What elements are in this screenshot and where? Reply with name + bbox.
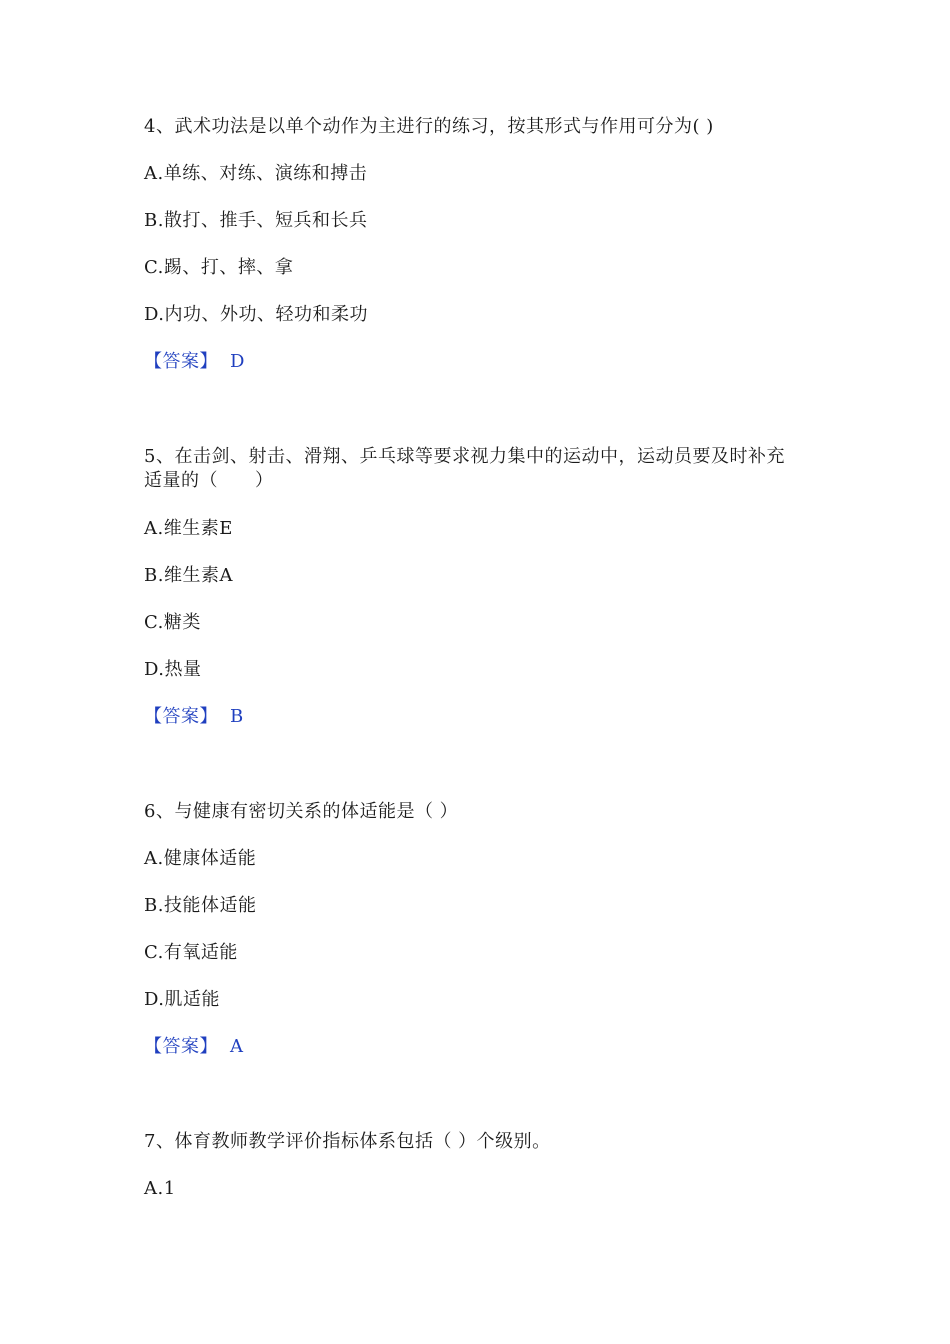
question-4-stem: 4、武术功法是以单个动作为主进行的练习，按其形式与作用可分为( )	[144, 116, 714, 137]
answer-label: 【答案】	[144, 1036, 218, 1057]
answer-value: B	[230, 706, 244, 727]
question-6-stem: 6、与健康有密切关系的体适能是（ ）	[144, 801, 459, 822]
question-7-stem: 7、体育教师教学评价指标体系包括（ ）个级别。	[144, 1131, 551, 1152]
question-6-option-b: B.技能体适能	[144, 895, 257, 916]
question-5-option-a: A.维生素E	[144, 518, 233, 539]
answer-value: A	[230, 1036, 244, 1057]
question-5-option-b: B.维生素A	[144, 565, 233, 586]
question-6-answer	[144, 1035, 244, 1059]
question-4-answer	[144, 350, 245, 374]
question-4-option-a: A.单练、对练、演练和搏击	[144, 163, 368, 184]
question-5-option-d: D.热量	[144, 659, 202, 680]
question-5-option-c: C.糖类	[144, 612, 201, 633]
question-4-option-c: C.踢、打、摔、拿	[144, 257, 294, 278]
question-6-option-a: A.健康体适能	[144, 848, 257, 869]
question-6-option-c: C.有氧适能	[144, 942, 238, 963]
question-6-option-d: D.肌适能	[144, 989, 221, 1010]
question-7-option-a: A.1	[144, 1178, 176, 1199]
question-5-stem-line-2: 适量的（ ）	[144, 470, 274, 491]
question-5-answer	[144, 705, 244, 729]
answer-label: 【答案】	[144, 351, 218, 372]
question-5-stem-line-1: 5、在击剑、射击、滑翔、乒乓球等要求视力集中的运动中，运动员要及时补充	[144, 446, 785, 467]
question-4-option-b: B.散打、推手、短兵和长兵	[144, 210, 368, 231]
answer-value: D	[230, 351, 245, 372]
question-4-option-d: D.内功、外功、轻功和柔功	[144, 304, 369, 325]
answer-label: 【答案】	[144, 706, 218, 727]
